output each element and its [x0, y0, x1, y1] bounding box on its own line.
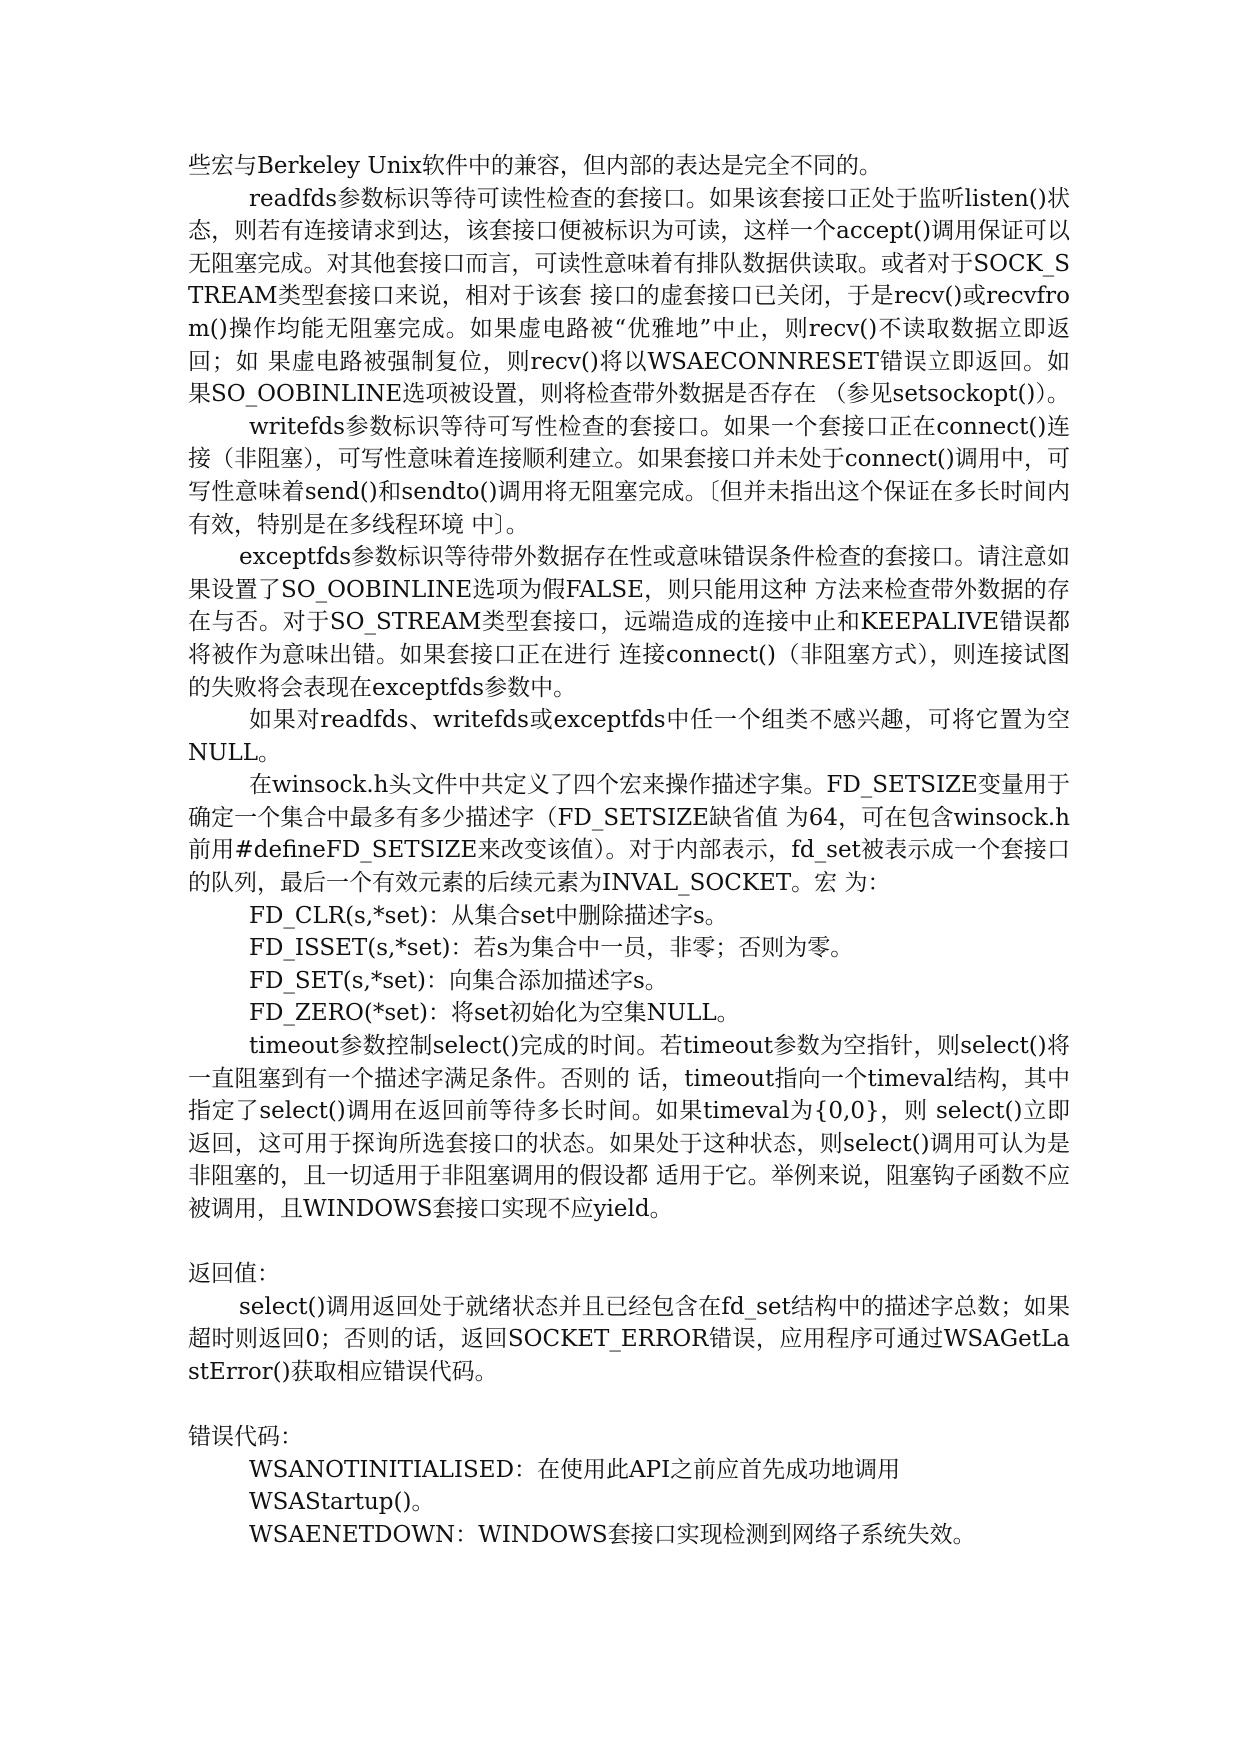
paragraph-exceptfds: exceptfds参数标识等待带外数据存在性或意味错误条件检查的套接口。请注意如果设置了SO_OOBINLINE选项为假FALSE，则只能用这种 方法来检查带外数据的存在与否。对于SO_STREAM类型套接口，远端造成的连接中止和KEEPALIVE错误都将被作为意味出错。如果套接口正在进行 连接connect()（非阻塞方式），则连接试图的失败将会表现在exceptfds参数中。 — [188, 544, 1070, 701]
section-heading-return-value: 返回值： — [188, 1261, 280, 1288]
macro-item-fd-set: FD_SET(s,*set)：向集合添加描述字s。 — [249, 967, 668, 994]
paragraph-readfds: readfds参数标识等待可读性检查的套接口。如果该套接口正处于监听listen()状态，则若有连接请求到达，该套接口便被标识为可读，这样一个accept()调用保证可以无阻塞完成。对其他套接口而言，可读性意味着有排队数据供读取。或者对于SOCK_STREAM类型套接口来说，相对于该套 接口的虚套接口已关闭，于是recv()或recvfrom()操作均能无阻塞完成。如果虚电路被“优雅地”中止，则recv()不读取数据立即返回；如 果虚电路被强制复位，则recv()将以WSAECONNRESET错误立即返回。如果SO_OOBINLINE选项被设置，则将检查带外数据是否存在 （参见setsockopt()）。 — [188, 185, 1070, 408]
paragraph-return-value: select()调用返回处于就绪状态并且已经包含在fd_set结构中的描述字总数；如果超时则返回0；否则的话，返回SOCKET_ERROR错误，应用程序可通过WSAGetLastError()获取相应错误代码。 — [188, 1293, 1070, 1385]
macro-item-fd-zero: FD_ZERO(*set)：将set初始化为空集NULL。 — [249, 1000, 740, 1027]
macro-item-fd-clr: FD_CLR(s,*set)：从集合set中删除描述字s。 — [249, 902, 728, 929]
error-item-wsanotinitialised: WSANOTINITIALISED：在使用此API之前应首先成功地调用WSAStartup()。 — [249, 1456, 901, 1516]
section-heading-error-codes: 错误代码： — [188, 1424, 303, 1451]
paragraph-intro-continuation: 些宏与Berkeley Unix软件中的兼容，但内部的表达是完全不同的。 — [188, 153, 882, 179]
macro-item-fd-isset: FD_ISSET(s,*set)：若s为集合中一员，非零；否则为零。 — [249, 935, 854, 962]
error-item-wsaenetdown: WSAENETDOWN：WINDOWS套接口实现检测到网络子系统失效。 — [249, 1521, 976, 1548]
document-body — [188, 150, 1070, 1552]
paragraph-writefds: writefds参数标识等待可写性检查的套接口。如果一个套接口正在connect()连接（非阻塞），可写性意味着连接顺利建立。如果套接口并未处于connect()调用中，可写性意味着send()和sendto()调用将无阻塞完成。〔但并未指出这个保证在多长时间内有效，特别是在多线程环境 中〕。 — [188, 413, 1070, 538]
paragraph-timeout: timeout参数控制select()完成的时间。若timeout参数为空指针，则select()将一直阻塞到有一个描述字满足条件。否则的 话，timeout指向一个timeval结构，其中指定了select()调用在返回前等待多长时间。如果timeval为{0,0}，则 select()立即返回，这可用于探询所选套接口的状态。如果处于这种状态，则select()调用可认为是非阻塞的，且一切适用于非阻塞调用的假设都 适用于它。举例来说，阻塞钩子函数不应被调用，且WINDOWS套接口实现不应yield。 — [188, 1033, 1070, 1222]
paragraph-fd-macros: 在winsock.h头文件中共定义了四个宏来操作描述字集。FD_SETSIZE变量用于确定一个集合中最多有多少描述字（FD_SETSIZE缺省值 为64，可在包含winsock.h前用#defineFD_SETSIZE来改变该值）。对于内部表示，fd_set被表示成一个套接口的队列，最后一个有效元素的后续元素为INVAL_SOCKET。宏 为： — [188, 772, 1070, 897]
paragraph-null-sets: 如果对readfds、writefds或exceptfds中任一个组类不感兴趣，可将它置为空NULL。 — [188, 707, 1070, 766]
